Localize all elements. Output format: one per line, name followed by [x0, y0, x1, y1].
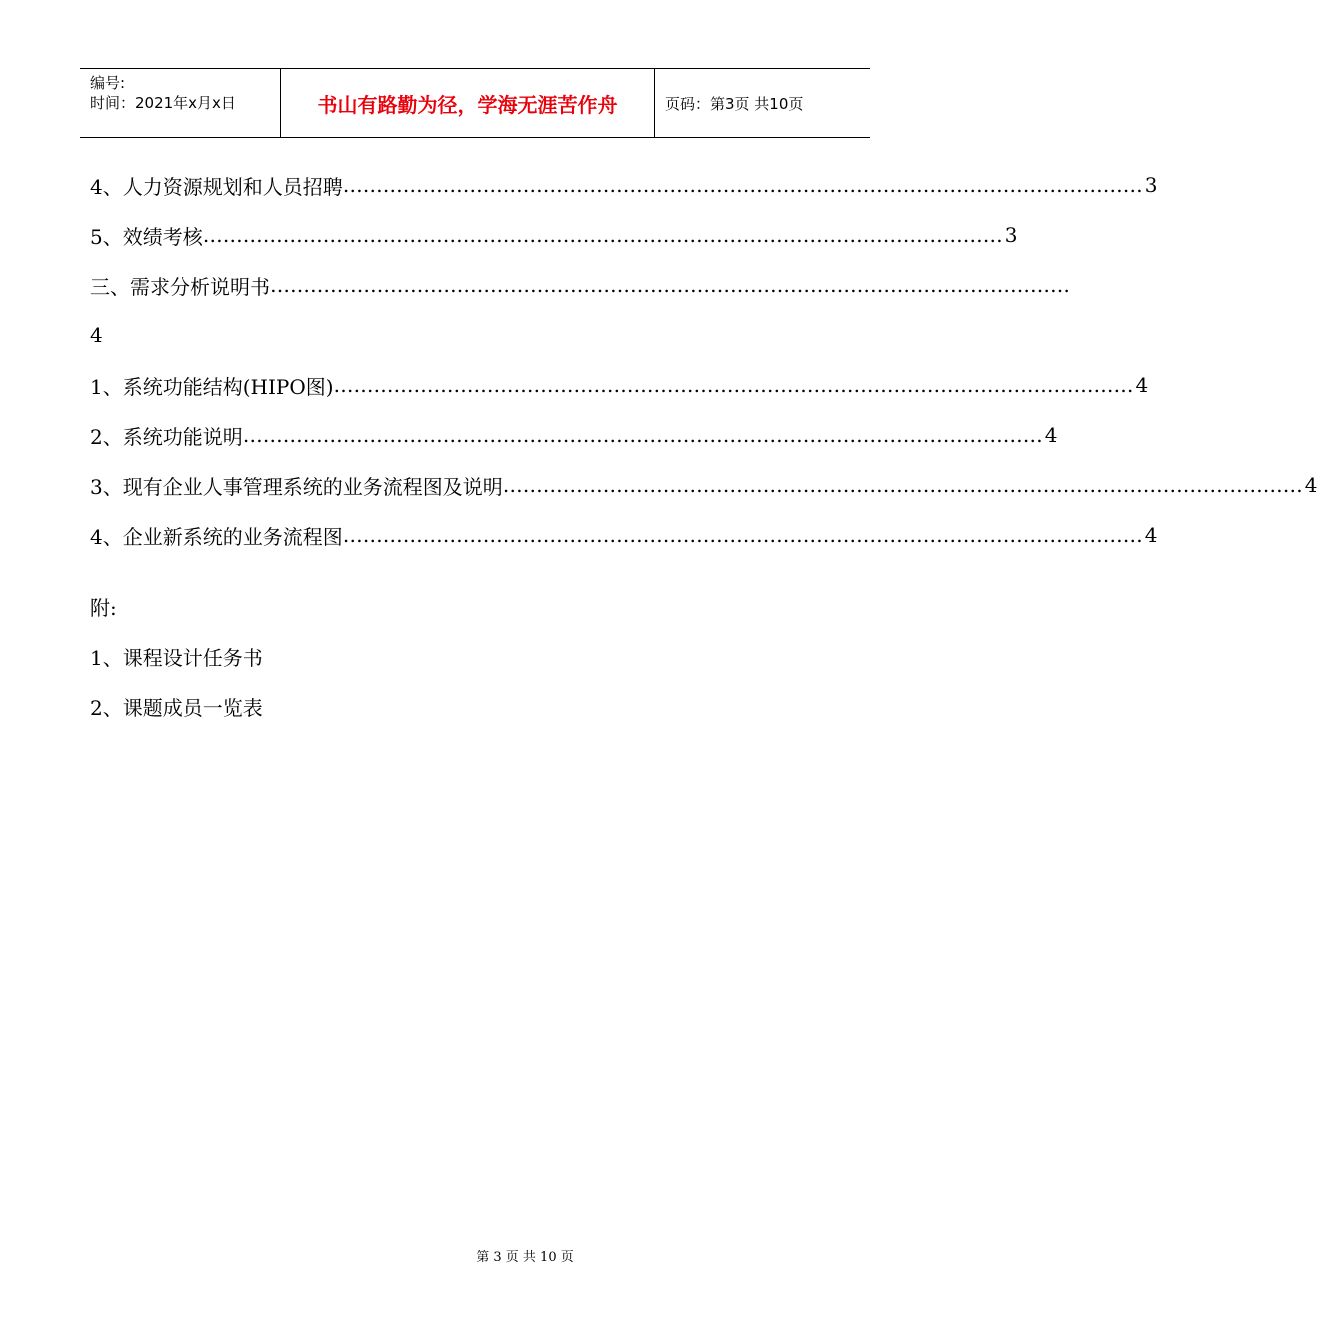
toc-entry	[90, 260, 1070, 310]
header-meta	[80, 69, 281, 137]
table-of-contents	[90, 160, 1317, 560]
toc-entry-text: 三、需求分析说明书	[90, 274, 270, 299]
toc-leader: …………………………………………………………………………………………………………	[502, 473, 1303, 497]
toc-entry-page: 3	[1144, 173, 1158, 197]
toc-entry-text: 1、系统功能结构(HIPO图)	[90, 374, 334, 399]
toc-entry-page: 4	[1304, 473, 1317, 497]
toc-leader: …………………………………………………………………………………………………………	[333, 373, 1134, 397]
time-label: 时间：2021年x月x日	[90, 94, 236, 112]
page-footer: 第 3 页 共 10 页	[476, 1250, 574, 1265]
toc-entry-page: 4	[1135, 373, 1149, 397]
toc-entry-page: 4	[1044, 423, 1058, 447]
toc-entry	[90, 360, 1149, 410]
toc-leader: …………………………………………………………………………………………………………	[270, 273, 1070, 297]
appendix-section	[90, 583, 263, 733]
toc-entry	[90, 410, 1058, 460]
toc-entry-text: 4、人力资源规划和人员招聘	[90, 174, 343, 199]
toc-entry-page: 4	[1144, 523, 1158, 547]
appendix-title: 附:	[90, 596, 117, 620]
toc-entry-text: 2、系统功能说明	[90, 424, 243, 449]
toc-entry	[90, 210, 1018, 260]
toc-entry	[90, 510, 1158, 560]
toc-entry-text: 3、现有企业人事管理系统的业务流程图及说明	[90, 474, 503, 499]
toc-leader: …………………………………………………………………………………………………………	[202, 223, 1003, 247]
toc-entry-text: 5、效绩考核	[90, 224, 203, 249]
toc-leader: …………………………………………………………………………………………………………	[242, 423, 1043, 447]
toc-entry	[90, 160, 1158, 210]
toc-leader: …………………………………………………………………………………………………………	[342, 523, 1143, 547]
toc-entry-text: 4、企业新系统的业务流程图	[90, 524, 343, 549]
toc-leader: …………………………………………………………………………………………………………	[342, 173, 1143, 197]
header-motto: 书山有路勤为径，学海无涯苦作舟	[281, 69, 655, 137]
toc-entry-page: 4	[90, 323, 103, 347]
appendix-item: 1、课程设计任务书	[90, 646, 263, 670]
header-page-label: 页码：第3页 共10页	[665, 94, 804, 113]
page-header	[80, 68, 870, 138]
appendix-item: 2、课题成员一览表	[90, 696, 263, 720]
toc-entry	[90, 460, 1317, 510]
toc-entry-page: 3	[1004, 223, 1018, 247]
number-label: 编号:	[90, 74, 126, 92]
